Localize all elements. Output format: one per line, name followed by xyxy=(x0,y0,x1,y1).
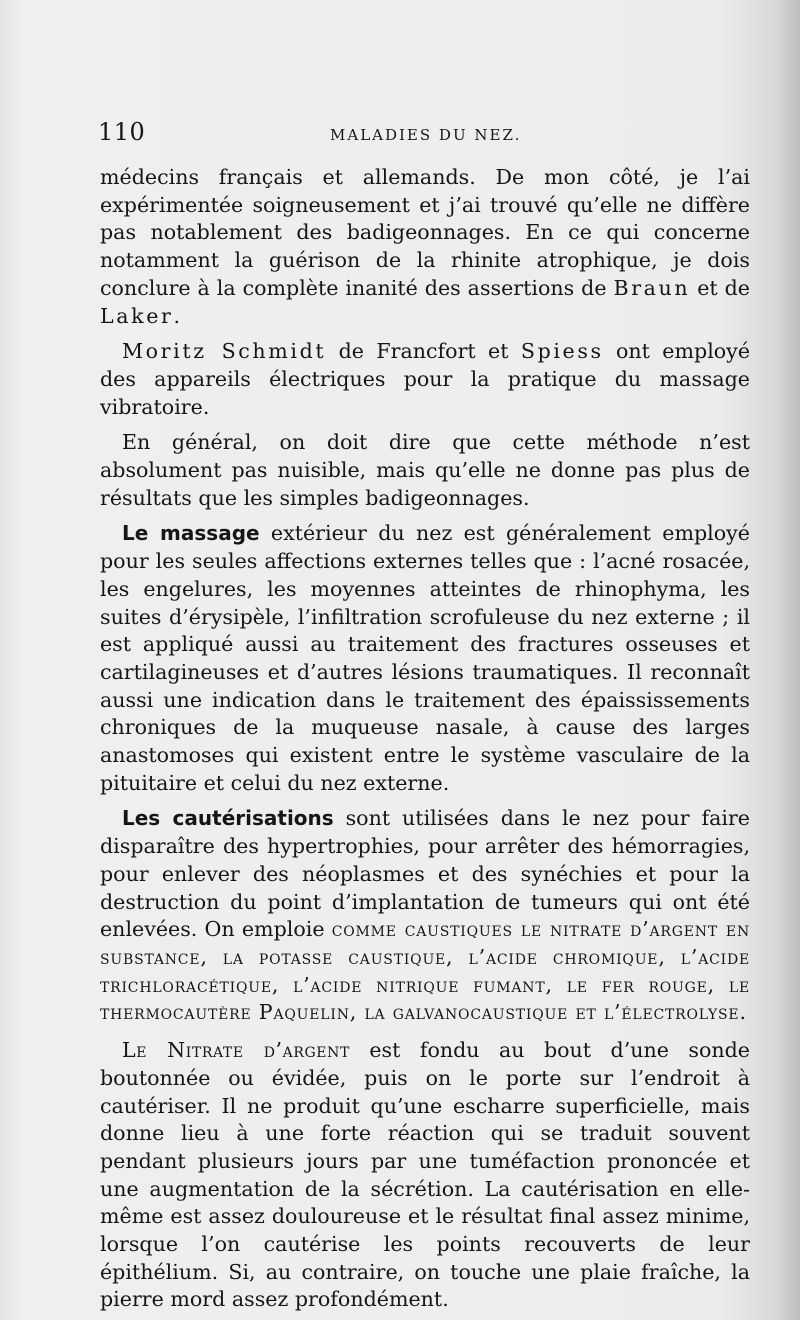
paragraph-electric-massage xyxy=(100,338,750,421)
paragraph-text: sont utilisées dans le nez pour faire disparaître des hypertrophies, pour arrêter des hémorragies, pour enlever des néoplasmes et des synéchies et pour la destruction du point d’implantation de tumeurs qui ont été enlevées. On emploie xyxy=(100,806,750,942)
term-nitrate: Le Nitrate d’argent xyxy=(122,1038,350,1063)
section-heading-massage: Le massage xyxy=(122,521,260,546)
paragraph-text: . xyxy=(173,303,181,328)
paragraph-text: de Francfort et xyxy=(326,339,521,364)
author-name: Laker xyxy=(100,303,174,328)
caustics-list: comme caustiques le nitrate d’argent en substance, la potasse caustique, l’acide chromique, l’acide trichloracétique, l’acide nitrique fumant, le fer rouge, le thermocautère Paquelin, la galvanocaustique et l’électrolyse. xyxy=(100,917,751,1025)
page-number: 110 xyxy=(98,118,146,146)
running-title: MALADIES DU NEZ. xyxy=(330,126,522,144)
paragraph-massage xyxy=(100,520,750,797)
paragraph-general xyxy=(100,429,750,512)
paragraph-text: est fondu au bout d’une sonde boutonnée ou évidée, puis on le porte sur l’endroit à cautériser. Il ne produit qu’une escharre superficielle, mais donne lieu à une forte réaction qui se traduit souvent pendant plusieurs jours par une tuméfaction prononcée et une augmentation de la sécrétion. La cautérisation en elle-même est assez douloureuse et le résultat final assez minime, lorsque l’on cautérise les points recouverts de leur épithélium. Si, au contraire, on touche une plaie fraîche, la pierre mord assez profondément. xyxy=(100,1038,750,1312)
author-name: Spiess xyxy=(520,339,604,364)
running-head xyxy=(98,118,748,148)
paragraph-text: ont employé des appareils électriques pour la pratique du massage vibratoire. xyxy=(100,339,751,419)
paragraph-nitrate xyxy=(100,1037,750,1314)
author-name: Moritz Schmidt xyxy=(122,339,327,364)
paragraph-continuation xyxy=(100,164,750,330)
paragraph-text: et de xyxy=(690,275,750,300)
section-heading-cauterisations: Les cautérisations xyxy=(122,806,334,831)
paragraph-text: En général, on doit dire que cette méthode n’est absolument pas nuisible, mais qu’elle ne donne pas plus de résultats que les simples badigeonnages. xyxy=(100,430,750,510)
paragraph-text: médecins français et allemands. De mon côté, je l’ai expérimentée soigneusement et j’ai trouvé qu’elle ne diffère pas notablement des badigeonnages. En ce qui concerne notamment la guérison de la rhinite atrophique, je dois conclure à la complète inanité des assertions de xyxy=(100,165,750,300)
paragraph-cauterisations xyxy=(100,805,750,1027)
body-text xyxy=(100,164,750,1314)
author-name: Braun xyxy=(613,275,691,300)
paragraph-text: extérieur du nez est généralement employé pour les seules affections externes telles que : l’acné rosacée, les engelures, les moyennes atteintes de rhinophyma, les suites d’érysipèle, l’infiltration scrofuleuse du nez externe ; il est appliqué aussi au traitement des fractures osseuses et cartilagineuses et d’autres lésions traumatiques. Il reconnaît aussi une indication dans le traitement des épaississements chroniques de la muqueuse nasale, à cause des larges anastomoses qui existent entre le système vasculaire de la pituitaire et celui du nez externe. xyxy=(100,521,750,795)
